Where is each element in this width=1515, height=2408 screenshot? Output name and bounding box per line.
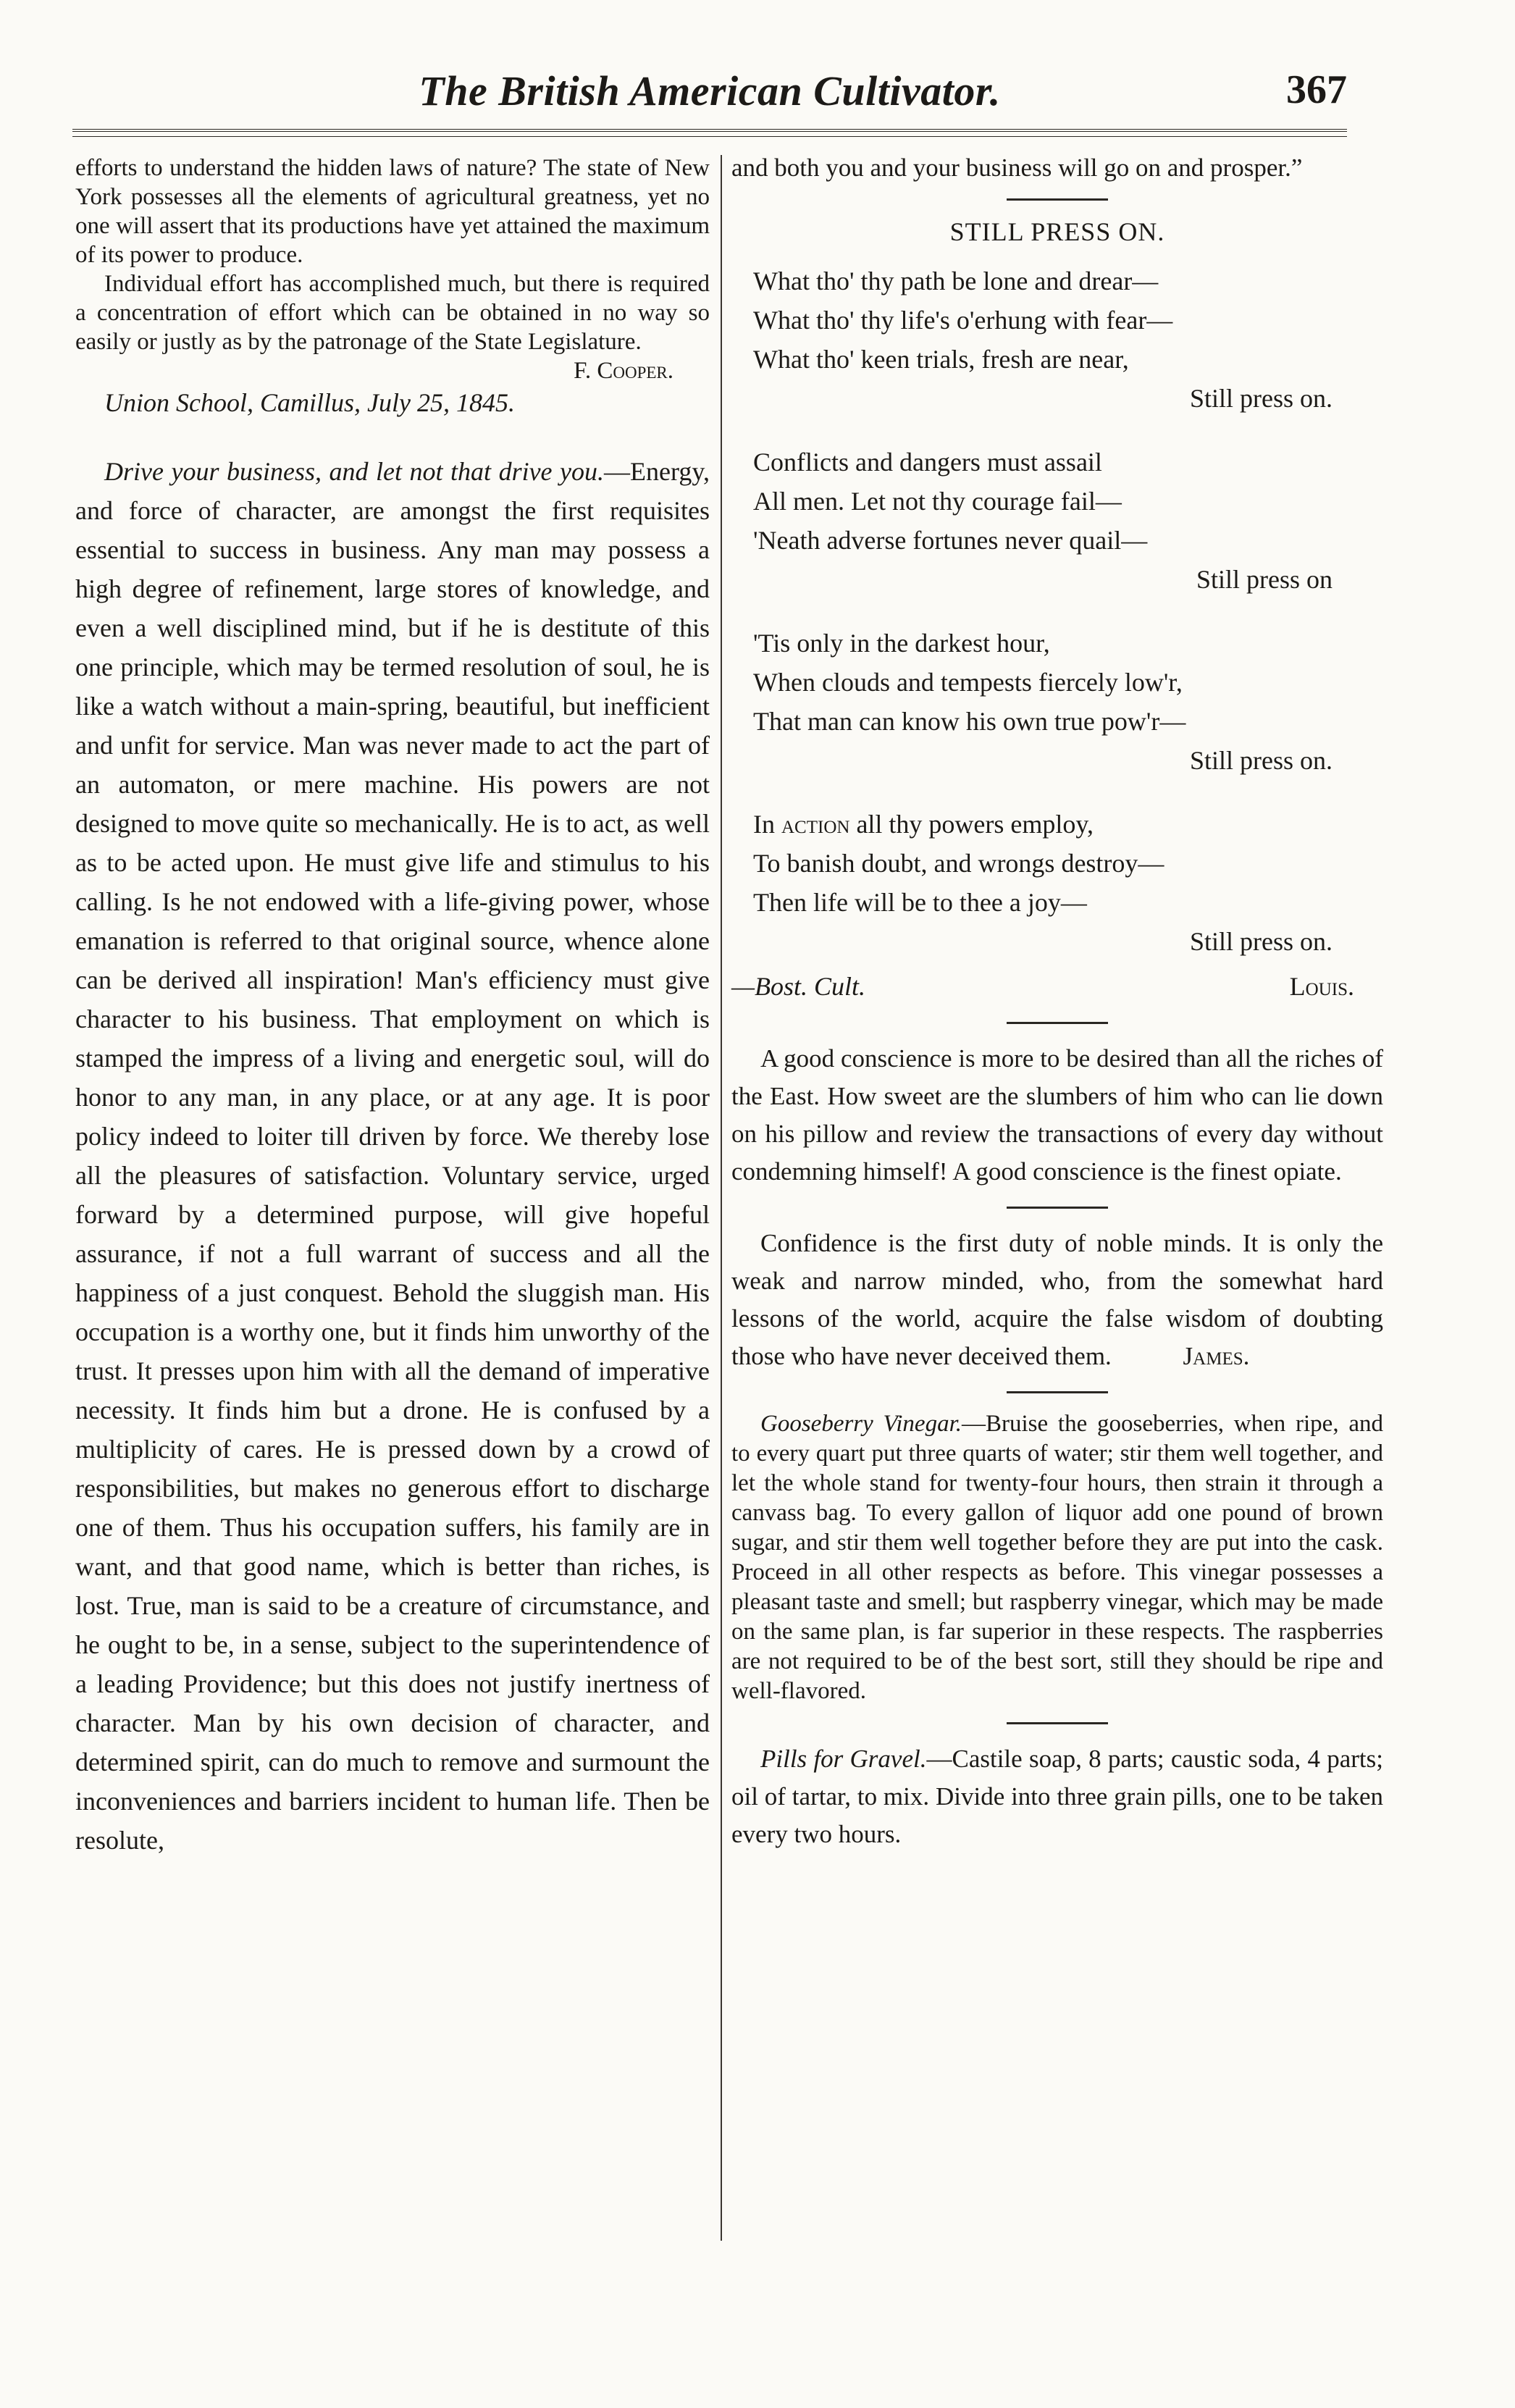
cooper-paragraph-1: efforts to understand the hidden laws of nature? The state of New York possesses all the elements of agricultural greatness, yet no one will assert that its productions have yet attained the maximum of its power to produce.	[75, 155, 710, 268]
poem-line-rest: all thy powers employ,	[849, 810, 1094, 839]
confidence-text: Confidence is the first duty of noble minds. It is only the weak and narrow minded, who, from the somewhat hard lessons of the world, acquire the false wisdom of doubting those who have never deceived them.	[731, 1229, 1383, 1370]
pills-for-gravel-recipe	[731, 1740, 1383, 1853]
column-divider	[721, 155, 722, 2241]
running-title: The British American Cultivator.	[419, 67, 1001, 114]
poem-line: What tho' thy path be lone and drear—	[753, 267, 1159, 295]
poem-line: Then life will be to thee a joy—	[753, 888, 1087, 917]
poem-stanza-3	[731, 624, 1383, 780]
poem-line: What tho' thy life's o'erhung with fear—	[753, 306, 1173, 335]
pills-body: —Castile soap, 8 parts; caustic soda, 4 parts; oil of tartar, to mix. Divide into three grain pills, one to be taken every two hours.	[731, 1745, 1383, 1848]
poem-source: —Bost. Cult.	[731, 972, 866, 1001]
poem-stanza-1	[731, 261, 1383, 418]
section-rule	[1007, 198, 1108, 201]
left-column	[75, 154, 710, 1860]
poem-line: What tho' keen trials, fresh are near,	[753, 345, 1129, 374]
poem-line-prefix: In	[753, 810, 781, 839]
confidence-author: James.	[1183, 1342, 1250, 1370]
gooseberry-vinegar-recipe	[731, 1409, 1383, 1706]
poem-refrain: Still press on.	[1189, 746, 1333, 775]
page-number: 367	[1286, 67, 1347, 112]
poem-line: To banish doubt, and wrongs destroy—	[753, 849, 1164, 878]
confidence-paragraph	[731, 1225, 1383, 1375]
pills-title: Pills for Gravel.	[760, 1745, 927, 1773]
poem-refrain: Still press on.	[1189, 927, 1333, 956]
dateline: Union School, Camillus, July 25, 1845.	[104, 388, 515, 417]
poem-line	[753, 805, 1383, 844]
section-rule	[1007, 1022, 1108, 1024]
poem-line: That man can know his own true pow'r—	[753, 707, 1186, 736]
poem-refrain: Still press on.	[1189, 384, 1333, 413]
section-rule	[1007, 1391, 1108, 1393]
poem-line: Conflicts and dangers must assail	[753, 448, 1102, 477]
poem-author: Louis.	[1289, 972, 1354, 1001]
essay-lead: Drive your business, and let not that drive you.	[104, 457, 605, 486]
vinegar-title: Gooseberry Vinegar.	[760, 1411, 962, 1437]
section-rule	[1007, 1207, 1108, 1209]
poem-line: When clouds and tempests fiercely low'r,	[753, 668, 1183, 697]
header-rule	[72, 129, 1347, 137]
poem-line: 'Neath adverse fortunes never quail—	[753, 526, 1148, 555]
poem-byline	[731, 967, 1354, 1006]
page-header	[72, 67, 1347, 132]
signature: F. Cooper.	[574, 358, 673, 384]
poem-line: 'Tis only in the darkest hour,	[753, 629, 1050, 658]
conscience-paragraph: A good conscience is more to be desired than all the riches of the East. How sweet are the slumbers of him who can lie down on his pillow and review the transactions of every day without condemning himself! A good conscience is the finest opiate.	[731, 1044, 1383, 1186]
essay-drive-your-business	[75, 452, 710, 1860]
poem-title: STILL PRESS ON.	[949, 217, 1165, 246]
poem-refrain: Still press on	[1196, 565, 1333, 594]
essay-body: —Energy, and force of character, are amongst the first requisites essential to success in business. Any man may possess a high degree of refinement, large stores of knowledge, and even a well disciplined mind, but if he is destitute of this one principle, which may be termed resolution of soul, he is like a watch without a main-spring, beautiful, but inefficient and unfit for service. Man was never made to act the part of an automaton, or mere machine. His powers are not designed to move quite so mechanically. He is to act, as well as to be acted upon. He must give life and stimulus to his calling. Is he not endowed with a life-giving power, whose emanation is referred to that original source, whence alone can be derived all inspiration! Man's efficiency must give character to his business. That employment on which is stamped the impress of a living and energetic soul, will do honor to any man, in any place, or at any age. It is poor policy indeed to loiter till driven by force. We thereby lose all the pleasures of satisfaction. Voluntary service, urged forward by a determined purpose, will give hopeful assurance, if not a full warrant of success and all the happiness of a just conquest. Behold the sluggish man. His occupation is a worthy one, but it finds him unworthy of the trust. It presses upon him with all the demand of imperative necessity. It finds him but a drone. He is confused by a multiplicity of cares. He is pressed down by a crowd of responsibilities, but makes no generous effort to discharge one of them. Thus his occupation suffers, his family are in want, and that good name, which is better than riches, is lost. True, man is said to be a creature of circumstance, and he ought to be, in a sense, subject to the superintendence of a leading Providence; but this does not justify inertness of character. Man by his own decision of character, and determined spirit, can do much to remove and surmount the inconveniences and barriers incident to human life. Then be resolute,	[75, 457, 710, 1855]
right-column	[731, 154, 1383, 1853]
cooper-paragraph-2: Individual effort has accomplished much, but there is required a concentration of effort which can be obtained in no way so easily or justly as by the patronage of the State Legislature.	[75, 271, 710, 355]
action-word: action	[781, 810, 850, 839]
poem-stanza-4	[731, 805, 1383, 961]
essay-continuation: and both you and your business will go on and prosper.”	[731, 154, 1303, 182]
section-rule	[1007, 1722, 1108, 1724]
poem-line: All men. Let not thy courage fail—	[753, 487, 1122, 516]
vinegar-body: —Bruise the gooseberries, when ripe, and to every quart put three quarts of water; stir them well together, and let the whole stand for twenty-four hours, then strain it through a canvass bag. To every gallon of liquor add one pound of brown sugar, and stir them well together before they are put into the cask. Proceed in all other respects as before. This vinegar possesses a pleasant taste and smell; but raspberry vinegar, which may be made on the same plan, is far superior in these respects. The raspberries are not required to be of the best sort, still they should be ripe and well-flavored.	[731, 1411, 1383, 1704]
poem-stanza-2	[731, 442, 1383, 599]
